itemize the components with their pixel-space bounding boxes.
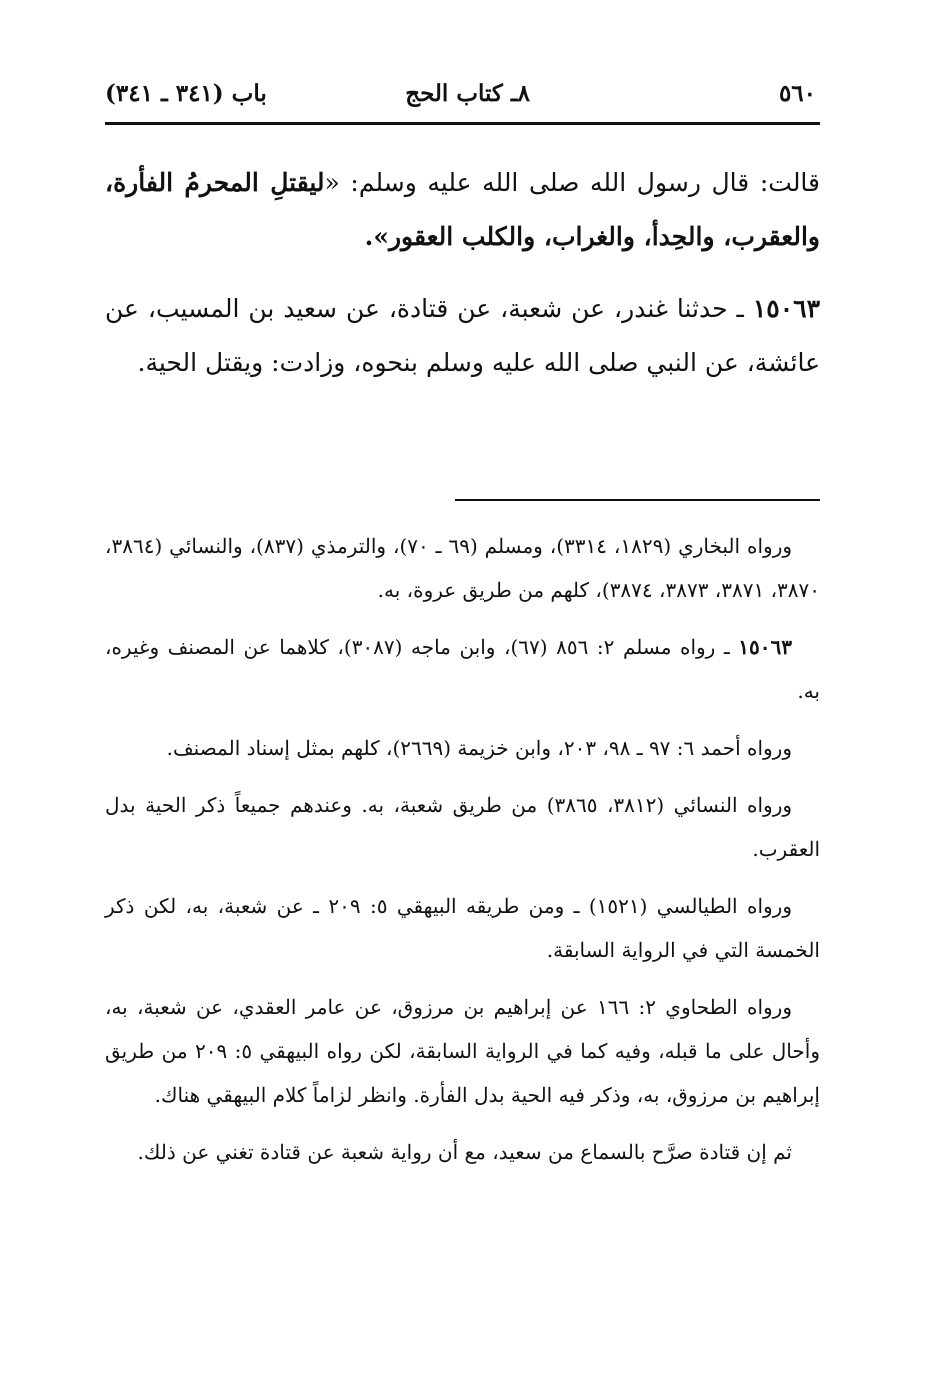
page (105, 78, 820, 1308)
hadith-text: ـ حدثنا غندر، عن شعبة، عن قتادة، عن سعيد بن المسيب، عن عائشة، عن النبي صلى الله عليه وسلم بنحوه، وزادت: ويقتل الحية. (105, 294, 820, 377)
quote-lead: قالت: قال رسول الله صلى الله عليه وسلم: « (324, 168, 820, 197)
footnotes (105, 524, 820, 1187)
hadith-number: ١٥٠٦٣ (752, 294, 820, 323)
book-title: ٨ـ كتاب الحج (405, 80, 530, 107)
footnote-number: ١٥٠٦٣ (738, 635, 792, 659)
header-rule (105, 122, 820, 125)
footnote-1: ورواه البخاري (١٨٢٩، ٣٣١٤)، ومسلم (٦٩ ـ ٧٠)، والترمذي (٨٣٧)، والنسائي (٣٨٦٤، ٣٨٧٠، ٣٨٧١، ٣٨٧٣، ٣٨٧٤)، كلهم من طريق عروة، به. (105, 534, 820, 602)
footnote-text: ـ رواه مسلم ٢: ٨٥٦ (٦٧)، وابن ماجه (٣٠٨٧)، كلاهما عن المصنف وغيره، به. (105, 635, 820, 703)
main-text (105, 156, 820, 408)
footnote-7: ثم إن قتادة صرَّح بالسماع من سعيد، مع أن رواية شعبة عن قتادة تغني عن ذلك. (137, 1140, 792, 1164)
quote-end: ». (364, 222, 389, 251)
footnote-4: ورواه النسائي (٣٨١٢، ٣٨٦٥) من طريق شعبة، به. وعندهم جميعاً ذكر الحية بدل العقرب. (105, 793, 820, 861)
running-header (105, 78, 820, 116)
chapter-label: باب (٣٤١ ـ ٣٤١) (105, 80, 267, 107)
footnote-5: ورواه الطيالسي (١٥٢١) ـ ومن طريقه البيهقي ٥: ٢٠٩ ـ عن شعبة، به، لكن ذكر الخمسة التي في الرواية السابقة. (105, 894, 820, 962)
footnote-3: ورواه أحمد ٦: ٩٧ ـ ٩٨، ٢٠٣، وابن خزيمة (٢٦٦٩)، كلهم بمثل إسناد المصنف. (166, 736, 792, 760)
footnote-rule (455, 499, 820, 501)
paragraph-hadith-15063 (105, 282, 820, 390)
footnote-2 (105, 625, 820, 713)
footnote-6: ورواه الطحاوي ٢: ١٦٦ عن إبراهيم بن مرزوق، عن عامر العقدي، عن شعبة، به، وأحال على ما قبله، وفيه كما في الرواية السابقة، لكن رواه البيهقي ٥: ٢٠٩ من طريق إبراهيم بن مرزوق، به، وذكر فيه الحية بدل الفأرة. وانظر لزاماً كلام البيهقي هناك. (105, 995, 820, 1107)
quote-text: ليقتلِ المحرمُ الفأرة، والعقرب، والحِدأ، والغراب، والكلب العقور (105, 168, 820, 251)
page-number: ٥٦٠ (778, 80, 816, 107)
paragraph-hadith-quote (105, 156, 820, 264)
